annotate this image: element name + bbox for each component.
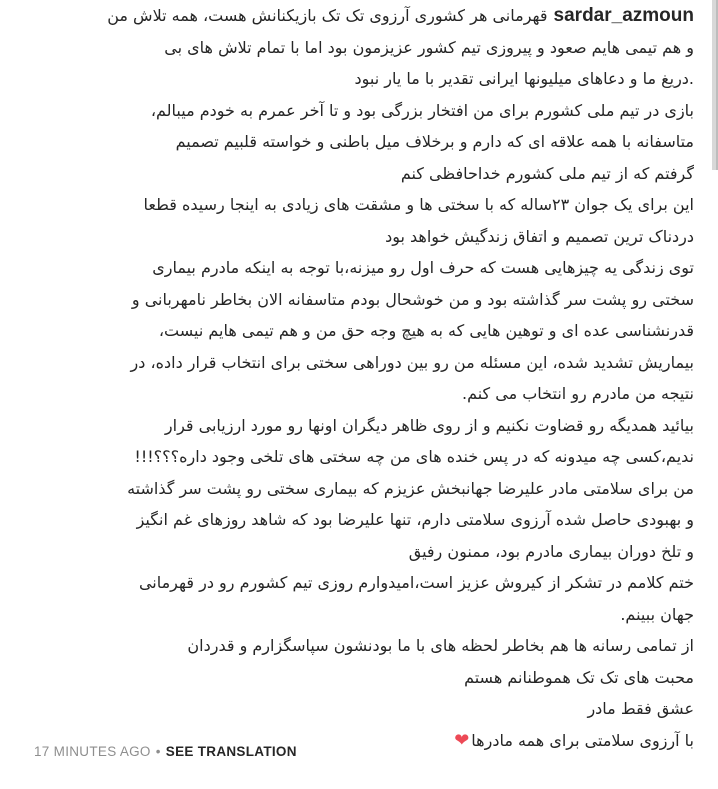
caption-line bbox=[34, 599, 694, 631]
caption-line bbox=[34, 473, 694, 505]
caption-text: بیماریش تشدید شده، این مسئله من رو بین دوراهی سختی برای انتخاب قرار داده، در bbox=[130, 352, 694, 372]
timestamp: 17 MINUTES AGO bbox=[34, 744, 151, 759]
caption-text: سختی رو پشت سر گذاشته بود و من خوشحال بودم متاسفانه الان بخاطر نامهربانی و bbox=[131, 289, 694, 309]
caption-text: ندیم،کسی چه میدونه که در پس خنده های من چه سختی های تلخی وجود داره؟؟؟!!! bbox=[134, 447, 694, 466]
caption-line bbox=[34, 441, 694, 473]
caption-text: و تلخ دوران بیماری مادرم بود، ممنون رفیق bbox=[408, 541, 694, 561]
caption-text: بازی در تیم ملی کشورم برای من افتخار بزرگی بود و تا آخر عمرم به خودم میبالم، bbox=[150, 100, 694, 120]
caption-text: متاسفانه با همه علاقه ای که دارم و برخلاف میل باطنی و خواسته قلبیم تصمیم bbox=[175, 132, 694, 151]
caption-text: از تمامی رسانه ها هم بخاطر لحظه های با ما بودنشون سپاسگزارم و قدردان bbox=[187, 636, 694, 655]
caption-line bbox=[34, 536, 694, 568]
caption-line bbox=[34, 662, 694, 694]
caption-line bbox=[34, 347, 694, 379]
caption-text: و هم تیمی هایم صعود و پیروزی تیم کشور عزیزمون بود اما با تمام تلاش های بی bbox=[164, 37, 694, 57]
caption-text: با آرزوی سلامتی برای همه مادرها bbox=[471, 730, 694, 750]
caption-text: بیائید همدیگه رو قضاوت نکنیم و از روی ظاهر دیگران اونها رو مورد ارزیابی قرار bbox=[164, 415, 694, 435]
caption-line bbox=[34, 567, 694, 599]
caption-line bbox=[34, 410, 694, 442]
caption-text: محبت های تک تک هموطنانم هستم bbox=[464, 667, 694, 687]
red-heart-icon: ❤ bbox=[454, 729, 470, 751]
see-translation-button[interactable]: SEE TRANSLATION bbox=[165, 744, 297, 759]
caption-line bbox=[34, 32, 694, 64]
caption-line bbox=[34, 126, 694, 158]
caption-line bbox=[34, 158, 694, 190]
username-link[interactable]: sardar_azmoun bbox=[553, 5, 694, 26]
caption-line bbox=[34, 504, 694, 536]
caption-text: گرفتم که از تیم ملی کشورم خداحافظی کنم bbox=[400, 163, 694, 183]
caption-text: ختم کلامم در تشکر از کیروش عزیز است،امیدوارم روزی تیم کشورم رو در قهرمانی bbox=[138, 573, 694, 592]
caption-line bbox=[34, 693, 694, 725]
caption-text: عشق فقط مادر bbox=[587, 699, 694, 718]
caption-text: قهرمانی هر کشوری آرزوی تک تک بازیکنانش هست، همه تلاش من bbox=[107, 6, 548, 25]
caption-line bbox=[34, 95, 694, 127]
caption-line bbox=[34, 189, 694, 221]
caption-line bbox=[34, 378, 694, 410]
caption-text: این برای یک جوان ۲۳ساله که با سختی ها و مشقت های زیادی به اینجا رسیده قطعا bbox=[143, 195, 694, 214]
caption-text: و بهبودی حاصل شده آرزوی سلامتی دارم، تنها علیرضا بود که شاهد روزهای غم انگیز bbox=[136, 510, 694, 529]
caption-line bbox=[34, 63, 694, 95]
caption-text: دردناک ترین تصمیم و اتفاق زندگیش خواهد بود bbox=[385, 226, 694, 246]
caption-line bbox=[34, 0, 694, 32]
caption-line bbox=[34, 252, 694, 284]
caption-text: نتیجه من مادرم رو انتخاب می کنم. bbox=[461, 384, 694, 403]
caption-text: من برای سلامتی مادر علیرضا جهانبخش عزیزم که بیماری سختی رو پشت سر گذاشته bbox=[127, 478, 694, 498]
caption-text: .دریغ ما و دعاهای میلیونها ایرانی تقدیر با ما یار نبود bbox=[354, 69, 694, 88]
caption-line bbox=[34, 221, 694, 253]
meta-separator: • bbox=[155, 744, 161, 759]
caption-text: قدرنشناسی عده ای و توهین هایی که به هیچ وجه حق من و هم تیمی هایم نیست، bbox=[158, 321, 694, 340]
post-caption bbox=[34, 0, 694, 756]
caption-text: جهان ببینم. bbox=[620, 604, 694, 624]
caption-line bbox=[34, 284, 694, 316]
caption-text: توی زندگی یه چیزهایی هست که حرف اول رو میزنه،با توجه به اینکه مادرم بیماری bbox=[152, 258, 694, 277]
post-meta bbox=[34, 744, 297, 759]
caption-line bbox=[34, 315, 694, 347]
caption-line bbox=[34, 630, 694, 662]
